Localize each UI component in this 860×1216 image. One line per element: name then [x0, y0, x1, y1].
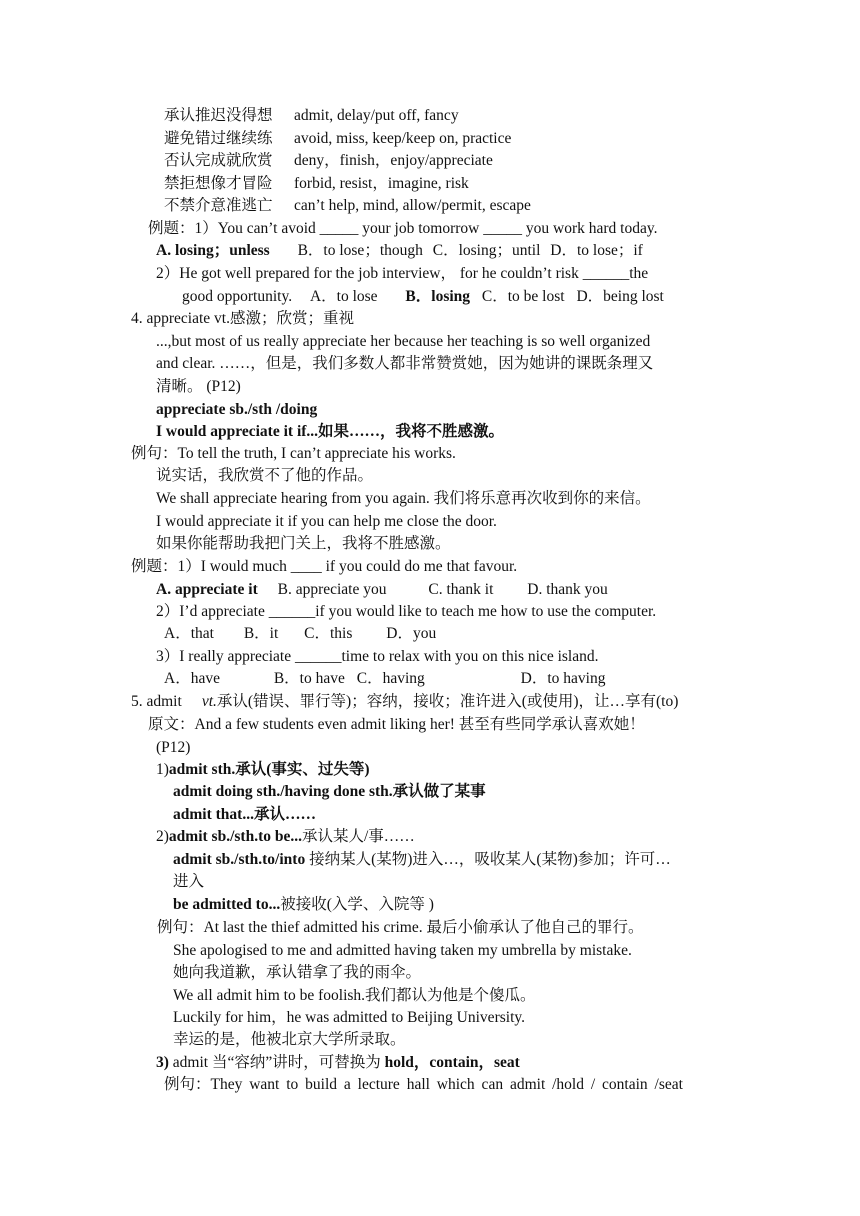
exercise-question: 2）I’d appreciate ______if you would like to teach me how to use the computer. [156, 603, 657, 620]
option: C．having [356, 670, 425, 687]
mnemonic-en: forbid, resist，imagine, risk [294, 175, 469, 192]
mnemonic-en: avoid, miss, keep/keep on, practice [294, 130, 512, 147]
part-of-speech: vt. [201, 693, 217, 710]
pattern-number: 3) [156, 1054, 169, 1071]
section-heading: 4. appreciate vt.感激；欣赏；重视 [131, 310, 354, 327]
pattern-meaning: 被接收(入学、入院等 ) [280, 896, 434, 913]
mnemonic-en: can’t help, mind, allow/permit, escape [294, 197, 531, 214]
option: D. thank you [527, 581, 608, 598]
pattern-text: admit sb./sth.to/into [173, 851, 306, 868]
example-sentence: We all admit him to be foolish.我们都认为他是个傻瓜。 [173, 987, 536, 1004]
option: A．to lose [309, 288, 378, 305]
example-sentence: 例句：To tell the truth, I can’t appreciate his works. [131, 445, 456, 462]
mnemonic-cn: 不禁介意准逃亡 [164, 197, 273, 214]
exercise-question: 2）He got well prepared for the job interview， for he couldn’t risk ______the [156, 265, 649, 282]
pattern-meaning: 承认某人/事…… [301, 828, 415, 845]
pattern-text: admit sth.承认(事实、过失等) [168, 761, 370, 778]
pattern-text: admit sb./sth.to be... [168, 828, 302, 845]
exercise-options [164, 624, 436, 644]
pattern-meaning: 接纳某人(某物)进入…，吸收某人(某物)参加；许可… [305, 851, 671, 868]
pattern-continuation: 进入 [173, 873, 205, 890]
option: C．losing；until [432, 242, 541, 259]
mnemonic-cn: 避免错过继续练 [164, 130, 273, 147]
option-answer: B．losing [405, 288, 471, 305]
pattern-text: be admitted to... [173, 896, 281, 913]
option: B．to have [273, 670, 345, 687]
usage-pattern: appreciate sb./sth /doing [156, 401, 318, 418]
option: D．being lost [576, 288, 664, 305]
option: D．to lose；if [550, 242, 643, 259]
usage-pattern: admit that...承认…… [173, 806, 316, 823]
usage-pattern [173, 850, 671, 870]
original-text: ...,but most of us really appreciate her because her teaching is so well organized [156, 333, 651, 350]
example-sentence: 例句：They want to build a lecture hall which can admit /hold / contain /seat [164, 1076, 683, 1093]
example-translation: 幸运的是，他被北京大学所录取。 [173, 1031, 406, 1048]
pattern-number: 1) [156, 761, 169, 778]
example-translation: 如果你能帮助我把门关上，我将不胜感激。 [156, 535, 451, 552]
exercise-options [164, 669, 605, 689]
heading-word: 5. admit [131, 693, 182, 710]
original-text: and clear. ……，但是，我们多数人都非常赞赏她，因为她讲的课既条理又 [156, 355, 654, 372]
option: D．you [386, 625, 437, 642]
exercise-question: 例题：1）I would much ____ if you could do me that favour. [131, 558, 518, 575]
mnemonic-en: admit, delay/put off, fancy [294, 107, 459, 124]
mnemonic-row [164, 106, 459, 126]
heading-definition: 承认(错误、罪行等)；容纳，接收；准许进入(或使用)，让…享有(to) [216, 693, 679, 710]
original-text: (P12) [156, 739, 191, 756]
exercise-options [156, 580, 608, 600]
mnemonic-row [164, 196, 531, 216]
option: C．this [304, 625, 353, 642]
usage-pattern [173, 895, 434, 915]
pattern-text: hold，contain，seat [384, 1054, 520, 1071]
original-text: 原文：And a few students even admit liking her! 甚至有些同学承认喜欢她！ [148, 716, 645, 733]
exercise-question: 3）I really appreciate ______time to relax with you on this nice island. [156, 648, 599, 665]
pattern-number: 2) [156, 828, 169, 845]
usage-pattern [156, 760, 370, 780]
option: A．have [164, 670, 220, 687]
exercise-options [156, 241, 643, 261]
usage-pattern: I would appreciate it if...如果……，我将不胜感激。 [156, 423, 505, 440]
usage-pattern: admit doing sth./having done sth.承认做了某事 [173, 783, 486, 800]
example-translation: 说实话，我欣赏不了他的作品。 [156, 467, 374, 484]
pattern-meaning: admit 当“容纳”讲时，可替换为 [168, 1054, 385, 1071]
option: C．to be lost [481, 288, 565, 305]
example-sentence: 例句：At last the thief admitted his crime. 最后小偷承认了他自己的罪行。 [157, 919, 644, 936]
option: D．to having [520, 670, 606, 687]
example-sentence: Luckily for him，he was admitted to Beijing University. [173, 1009, 525, 1026]
option: B．to lose；though [297, 242, 423, 259]
usage-pattern [156, 1053, 520, 1073]
example-sentence: She apologised to me and admitted having taken my umbrella by mistake. [173, 942, 632, 959]
exercise-options [182, 287, 664, 307]
example-sentence: We shall appreciate hearing from you again. 我们将乐意再次收到你的来信。 [156, 490, 651, 507]
question-continuation: good opportunity. [182, 288, 293, 305]
mnemonic-row [164, 174, 469, 194]
mnemonic-cn: 禁拒想像才冒险 [164, 175, 273, 192]
mnemonic-cn: 承认推迟没得想 [164, 107, 273, 124]
section-heading [131, 692, 678, 712]
option-answer: A. appreciate it [156, 581, 258, 598]
mnemonic-row [164, 151, 493, 171]
original-text: 清晰。 (P12) [156, 378, 241, 395]
mnemonic-en: deny，finish，enjoy/appreciate [294, 152, 493, 169]
option-answer: A. losing；unless [156, 242, 270, 259]
option: B. appreciate you [277, 581, 387, 598]
example-sentence: I would appreciate it if you can help me close the door. [156, 513, 497, 530]
option: C. thank it [428, 581, 494, 598]
option: B．it [243, 625, 279, 642]
example-translation: 她向我道歉，承认错拿了我的雨伞。 [173, 964, 422, 981]
exercise-question: 例题：1）You can’t avoid _____ your job tomorrow _____ you work hard today. [148, 220, 658, 237]
option: A．that [164, 625, 214, 642]
usage-pattern [156, 827, 415, 847]
mnemonic-cn: 否认完成就欣赏 [164, 152, 273, 169]
mnemonic-row [164, 129, 511, 149]
